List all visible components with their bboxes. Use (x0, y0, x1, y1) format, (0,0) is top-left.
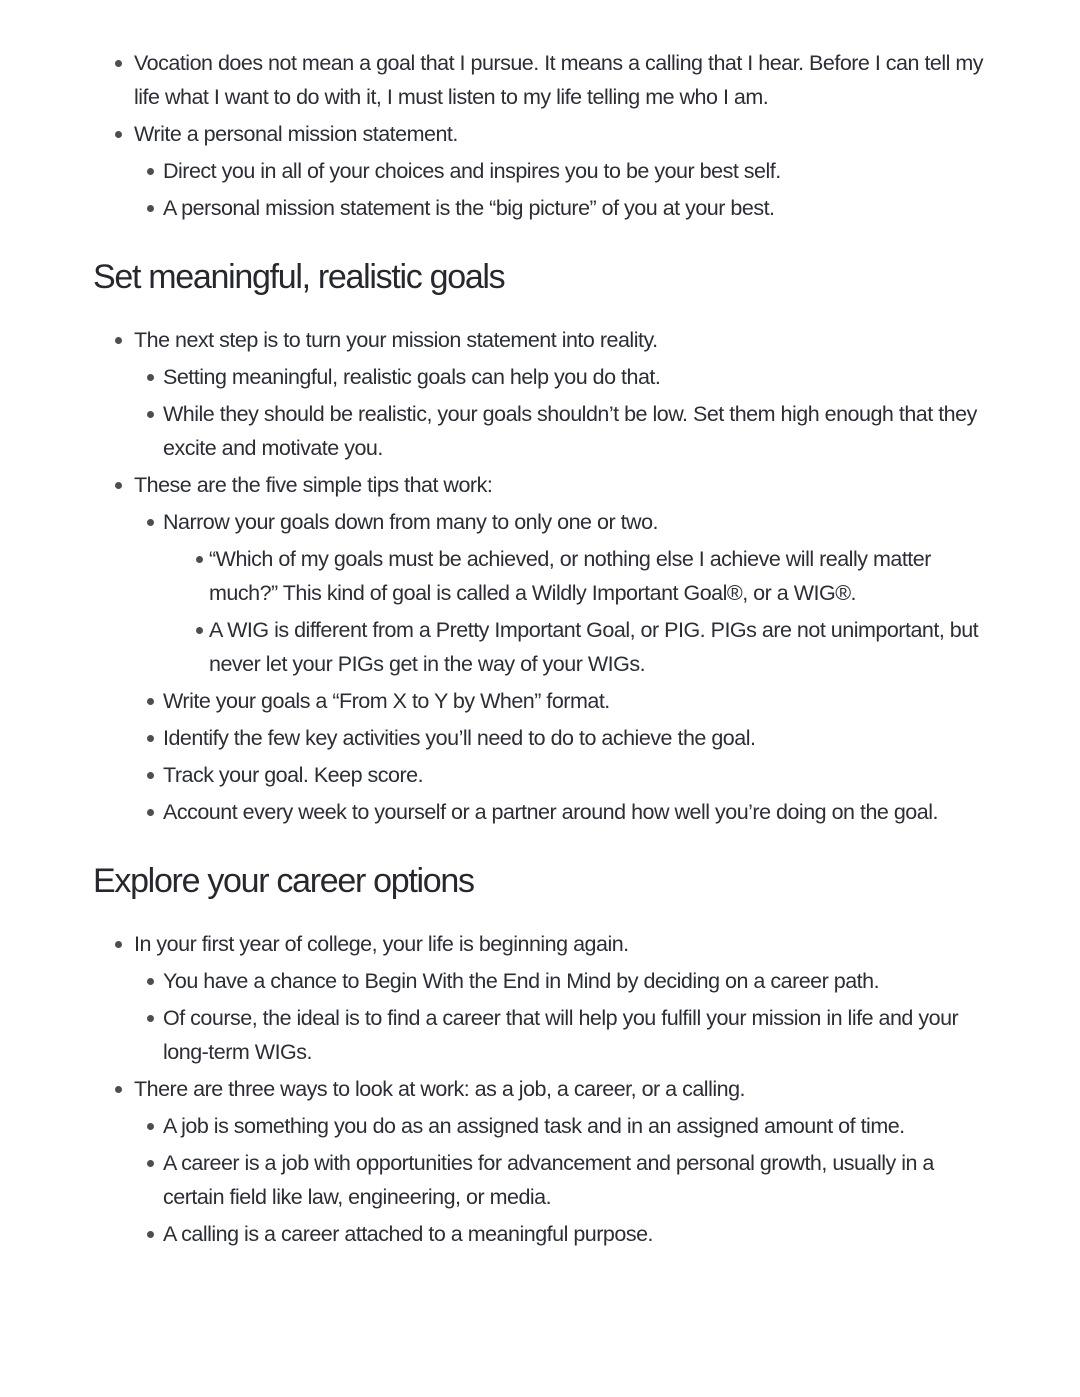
bullet-item-text: You have a chance to Begin With the End in Mind by deciding on a career path. (163, 969, 880, 993)
bullet-icon (147, 978, 154, 985)
bullet-item-text: Narrow your goals down from many to only one or two. (163, 510, 659, 534)
section-heading-goals: Set meaningful, realistic goals (93, 258, 505, 296)
bullet-item-text: Account every week to yourself or a partner around how well you’re doing on the goal. (163, 800, 938, 824)
bullet-icon (115, 60, 122, 67)
bullet-item (93, 542, 985, 610)
bullet-icon (147, 519, 154, 526)
bullet-icon (115, 1086, 122, 1093)
bullet-item-text: In your first year of college, your life is beginning again. (134, 932, 629, 956)
bullet-item-text: Setting meaningful, realistic goals can help you do that. (163, 365, 661, 389)
bullet-icon (115, 941, 122, 948)
bullet-item-text: A job is something you do as an assigned task and in an assigned amount of time. (163, 1114, 905, 1138)
bullet-item-text: Track your goal. Keep score. (163, 763, 424, 787)
bullet-item (93, 1109, 985, 1143)
section-heading-career: Explore your career options (93, 862, 474, 900)
bullet-item (93, 46, 985, 114)
bullet-icon (147, 205, 154, 212)
bullet-icon (115, 337, 122, 344)
bullet-icon (147, 1160, 154, 1167)
bullet-item (93, 758, 985, 792)
bullet-icon (196, 627, 203, 634)
bullet-item-text: There are three ways to look at work: as a job, a career, or a calling. (134, 1077, 746, 1101)
bullet-item (93, 1001, 985, 1069)
bullet-icon (147, 809, 154, 816)
bullet-item (93, 1146, 985, 1214)
career-bullet-list (93, 927, 985, 1251)
bullet-icon (115, 482, 122, 489)
bullet-item (93, 684, 985, 718)
bullet-icon (147, 698, 154, 705)
bullet-item (93, 323, 985, 357)
bullet-item (93, 468, 985, 502)
bullet-item-text: Of course, the ideal is to find a career that will help you fulfill your mission in life and your long-term WIGs. (163, 1006, 959, 1064)
bullet-item (93, 360, 985, 394)
bullet-icon (147, 411, 154, 418)
bullet-item (93, 191, 985, 225)
bullet-item-text: A WIG is different from a Pretty Important Goal, or PIG. PIGs are not unimportant, but never let your PIGs get in the way of your WIGs. (209, 618, 979, 676)
bullet-item-text: Write a personal mission statement. (134, 122, 458, 146)
bullet-icon (147, 168, 154, 175)
bullet-item-text: The next step is to turn your mission statement into reality. (134, 328, 658, 352)
bullet-item-text: “Which of my goals must be achieved, or nothing else I achieve will really matter much?” This kind of goal is called a Wildly Important Goal®, or a WIG®. (209, 547, 931, 605)
bullet-item-text: Vocation does not mean a goal that I pursue. It means a calling that I hear. Before I can tell my life what I want to do with it, I must listen to my life telling me who I am. (134, 51, 984, 109)
bullet-item (93, 505, 985, 539)
bullet-icon (147, 772, 154, 779)
bullet-item-text: A personal mission statement is the “big picture” of you at your best. (163, 196, 775, 220)
bullet-icon (147, 1123, 154, 1130)
bullet-item (93, 964, 985, 998)
bullet-item (93, 154, 985, 188)
bullet-item-text: Direct you in all of your choices and inspires you to be your best self. (163, 159, 781, 183)
intro-bullet-list (93, 46, 985, 225)
bullet-item-text: While they should be realistic, your goals shouldn’t be low. Set them high enough that they excite and motivate you. (163, 402, 977, 460)
bullet-item (93, 795, 985, 829)
bullet-icon (147, 1231, 154, 1238)
goals-bullet-list (93, 323, 985, 829)
bullet-icon (147, 1015, 154, 1022)
bullet-item (93, 721, 985, 755)
bullet-item (93, 397, 985, 465)
bullet-icon (196, 556, 203, 563)
bullet-item-text: A career is a job with opportunities for advancement and personal growth, usually in a certain field like law, engineering, or media. (163, 1151, 934, 1209)
bullet-item-text: Identify the few key activities you’ll need to do to achieve the goal. (163, 726, 756, 750)
bullet-item (93, 927, 985, 961)
bullet-item (93, 1217, 985, 1251)
bullet-item (93, 117, 985, 151)
bullet-item-text: Write your goals a “From X to Y by When” format. (163, 689, 610, 713)
bullet-item-text: A calling is a career attached to a meaningful purpose. (163, 1222, 654, 1246)
bullet-icon (115, 131, 122, 138)
bullet-icon (147, 374, 154, 381)
bullet-item (93, 613, 985, 681)
bullet-item (93, 1072, 985, 1106)
bullet-item-text: These are the five simple tips that work: (134, 473, 493, 497)
bullet-icon (147, 735, 154, 742)
